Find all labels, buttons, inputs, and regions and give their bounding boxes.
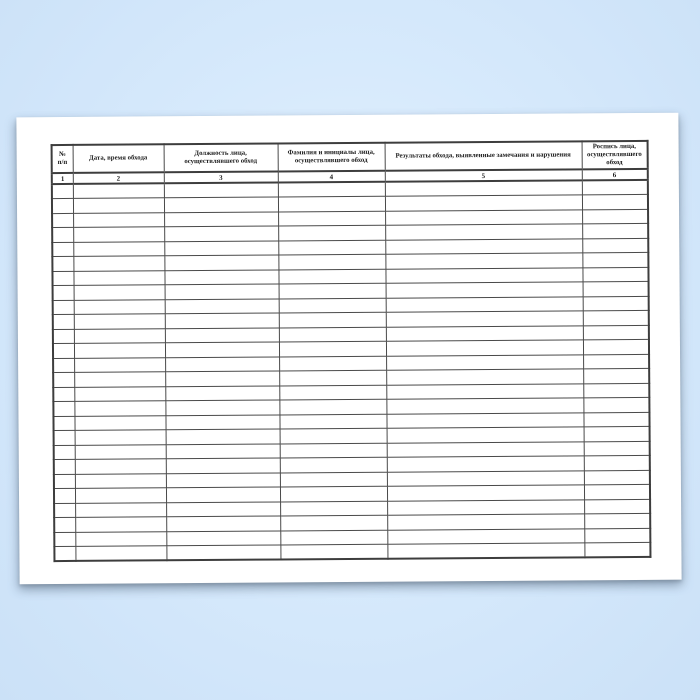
empty-cell xyxy=(54,445,75,460)
table-header-row xyxy=(52,141,648,174)
column-number: 3 xyxy=(164,172,278,184)
empty-cell xyxy=(584,470,650,485)
empty-cell xyxy=(53,344,74,359)
empty-cell xyxy=(166,487,280,502)
empty-cell xyxy=(583,354,649,369)
empty-cell xyxy=(278,197,385,212)
empty-cell xyxy=(387,471,584,487)
empty-cell xyxy=(54,489,75,504)
empty-cell xyxy=(52,271,73,286)
empty-cell xyxy=(75,532,166,547)
empty-cell xyxy=(280,429,387,444)
empty-cell xyxy=(583,282,649,297)
empty-cell xyxy=(165,313,279,328)
empty-cell xyxy=(74,285,165,300)
empty-cell xyxy=(582,209,648,224)
empty-cell xyxy=(278,182,385,197)
empty-cell xyxy=(74,416,165,431)
empty-cell xyxy=(385,181,582,197)
empty-cell xyxy=(53,416,74,431)
empty-cell xyxy=(166,429,280,444)
empty-cell xyxy=(279,400,386,415)
empty-cell xyxy=(582,224,648,239)
column-number: 4 xyxy=(278,171,385,183)
empty-cell xyxy=(74,401,165,416)
empty-cell xyxy=(165,299,279,314)
empty-cell xyxy=(54,532,75,547)
empty-cell xyxy=(279,313,386,328)
empty-cell xyxy=(75,503,166,518)
empty-cell xyxy=(54,503,75,518)
empty-cell xyxy=(386,282,583,298)
empty-cell xyxy=(279,327,386,342)
empty-cell xyxy=(280,530,387,545)
empty-cell xyxy=(583,311,649,326)
empty-cell xyxy=(165,357,279,372)
empty-cell xyxy=(280,545,387,560)
empty-cell xyxy=(165,342,279,357)
empty-cell xyxy=(279,414,386,429)
empty-cell xyxy=(280,516,387,531)
empty-cell xyxy=(75,430,166,445)
empty-cell xyxy=(387,500,584,516)
empty-cell xyxy=(582,195,648,210)
empty-cell xyxy=(73,213,164,228)
empty-cell xyxy=(74,343,165,358)
empty-cell xyxy=(584,427,650,442)
empty-cell xyxy=(166,545,280,560)
empty-rows-body xyxy=(52,180,651,561)
empty-cell xyxy=(74,372,165,387)
empty-cell xyxy=(75,445,166,460)
empty-cell xyxy=(279,356,386,371)
empty-cell xyxy=(386,297,583,313)
empty-cell xyxy=(164,255,278,270)
empty-cell xyxy=(166,531,280,546)
empty-cell xyxy=(583,383,649,398)
empty-cell xyxy=(164,241,278,256)
column-number: 6 xyxy=(582,169,648,180)
empty-cell xyxy=(166,458,280,473)
empty-cell xyxy=(54,460,75,475)
empty-cell xyxy=(75,459,166,474)
empty-cell xyxy=(278,211,385,226)
empty-cell xyxy=(165,415,279,430)
empty-cell xyxy=(165,400,279,415)
empty-cell xyxy=(584,514,650,529)
empty-cell xyxy=(385,253,582,269)
empty-cell xyxy=(165,386,279,401)
empty-cell xyxy=(279,342,386,357)
col-header-name: Фамилия и инициалы лица, осуществлявшего обход xyxy=(278,143,385,172)
empty-cell xyxy=(73,184,164,199)
empty-cell xyxy=(278,226,385,241)
col-header-results: Результаты обхода, выявленные замечания и нарушения xyxy=(385,141,582,171)
empty-cell xyxy=(386,384,583,400)
empty-cell xyxy=(583,369,649,384)
empty-cell xyxy=(73,271,164,286)
empty-cell xyxy=(53,358,74,373)
empty-cell xyxy=(582,267,648,282)
empty-cell xyxy=(387,442,584,458)
empty-cell xyxy=(75,488,166,503)
empty-table-row xyxy=(54,543,650,562)
empty-cell xyxy=(280,472,387,487)
empty-cell xyxy=(74,314,165,329)
empty-cell xyxy=(54,547,75,562)
empty-cell xyxy=(583,340,649,355)
empty-cell xyxy=(165,284,279,299)
empty-cell xyxy=(386,413,583,429)
patrol-log-table xyxy=(51,140,652,563)
empty-cell xyxy=(278,240,385,255)
empty-cell xyxy=(583,398,649,413)
empty-cell xyxy=(54,431,75,446)
empty-cell xyxy=(53,315,74,330)
empty-cell xyxy=(52,242,73,257)
empty-cell xyxy=(386,311,583,327)
col-header-signature: Роспись лица, осуществлявшего обход xyxy=(582,141,648,170)
empty-cell xyxy=(584,456,650,471)
empty-cell xyxy=(52,213,73,228)
empty-cell xyxy=(73,198,164,213)
empty-cell xyxy=(584,485,650,500)
empty-cell xyxy=(52,228,73,243)
empty-cell xyxy=(74,387,165,402)
empty-cell xyxy=(164,270,278,285)
empty-cell xyxy=(73,227,164,242)
empty-cell xyxy=(166,516,280,531)
empty-cell xyxy=(166,473,280,488)
empty-cell xyxy=(73,242,164,257)
empty-cell xyxy=(54,474,75,489)
col-header-datetime: Дата, время обхода xyxy=(73,144,164,173)
col-header-num: № п/п xyxy=(52,145,73,174)
empty-cell xyxy=(52,184,73,199)
empty-cell xyxy=(280,458,387,473)
empty-cell xyxy=(387,456,584,472)
empty-cell xyxy=(385,224,582,240)
document-sheet xyxy=(16,113,681,585)
empty-cell xyxy=(385,268,582,284)
empty-cell xyxy=(386,369,583,385)
empty-cell xyxy=(386,355,583,371)
empty-cell xyxy=(165,328,279,343)
empty-cell xyxy=(385,239,582,255)
empty-cell xyxy=(280,443,387,458)
empty-cell xyxy=(73,256,164,271)
empty-cell xyxy=(279,385,386,400)
empty-cell xyxy=(164,212,278,227)
column-number: 1 xyxy=(52,173,73,184)
empty-cell xyxy=(387,514,584,530)
empty-cell xyxy=(387,427,584,443)
column-number: 5 xyxy=(385,170,582,182)
empty-cell xyxy=(279,284,386,299)
empty-cell xyxy=(53,402,74,417)
empty-cell xyxy=(582,253,648,268)
empty-cell xyxy=(387,543,584,559)
empty-cell xyxy=(75,517,166,532)
empty-cell xyxy=(54,518,75,533)
column-number: 2 xyxy=(73,173,164,185)
empty-cell xyxy=(280,487,387,502)
empty-cell xyxy=(385,195,582,211)
empty-cell xyxy=(165,371,279,386)
empty-cell xyxy=(53,300,74,315)
empty-cell xyxy=(584,528,650,543)
empty-cell xyxy=(583,325,649,340)
empty-cell xyxy=(52,199,73,214)
empty-cell xyxy=(279,298,386,313)
empty-cell xyxy=(164,197,278,212)
empty-cell xyxy=(387,529,584,545)
empty-cell xyxy=(74,300,165,315)
empty-cell xyxy=(584,499,650,514)
empty-cell xyxy=(386,398,583,414)
empty-cell xyxy=(582,238,648,253)
empty-cell xyxy=(584,441,650,456)
empty-cell xyxy=(583,412,649,427)
empty-cell xyxy=(584,543,650,558)
empty-cell xyxy=(53,329,74,344)
empty-cell xyxy=(583,296,649,311)
empty-cell xyxy=(279,371,386,386)
empty-cell xyxy=(53,373,74,388)
empty-cell xyxy=(166,502,280,517)
empty-cell xyxy=(74,358,165,373)
empty-cell xyxy=(280,501,387,516)
empty-cell xyxy=(75,546,166,561)
empty-cell xyxy=(582,180,648,195)
empty-cell xyxy=(386,340,583,356)
empty-cell xyxy=(53,387,74,402)
empty-cell xyxy=(387,485,584,501)
col-header-position: Должность лица, осуществлявшего обход xyxy=(164,143,278,172)
empty-cell xyxy=(75,474,166,489)
empty-cell xyxy=(164,183,278,198)
empty-cell xyxy=(164,226,278,241)
empty-cell xyxy=(53,286,74,301)
empty-cell xyxy=(386,326,583,342)
empty-cell xyxy=(166,444,280,459)
empty-cell xyxy=(278,269,385,284)
empty-cell xyxy=(278,255,385,270)
empty-cell xyxy=(385,210,582,226)
empty-cell xyxy=(74,329,165,344)
empty-cell xyxy=(52,257,73,272)
